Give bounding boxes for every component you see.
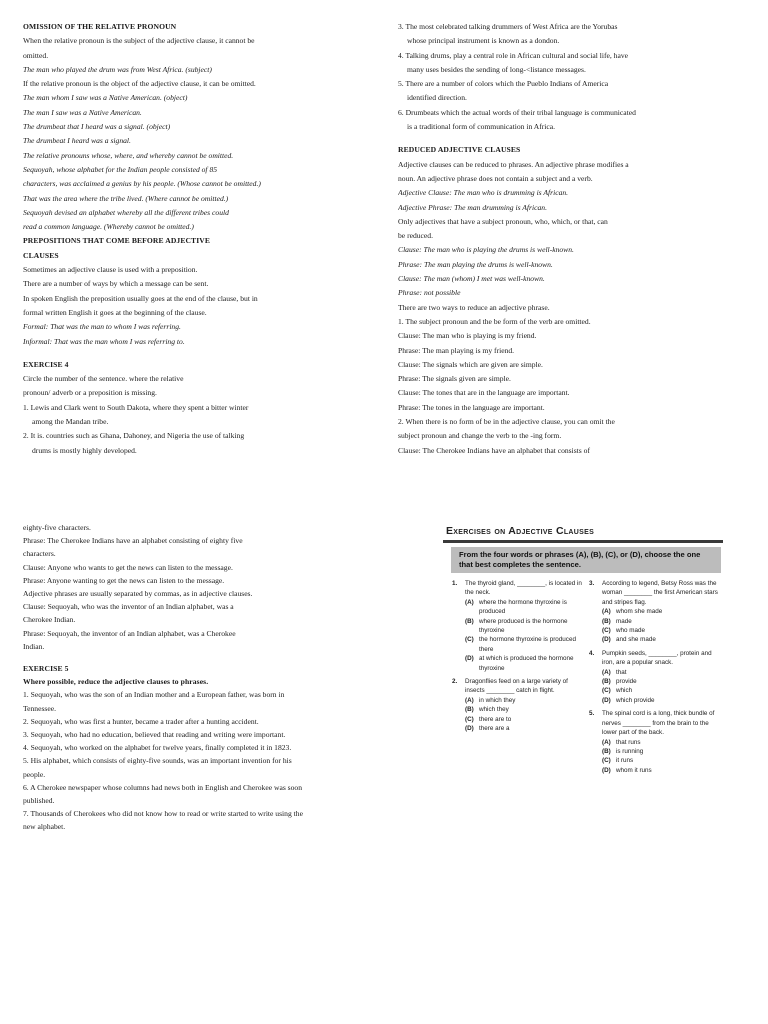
option-letter: (B) — [602, 678, 611, 686]
text-line: new alphabet. — [23, 822, 66, 832]
text-line: be reduced. — [398, 231, 433, 241]
option-letter: (C) — [602, 627, 611, 635]
text-line: Cherokee Indian. — [23, 615, 76, 625]
question-stem: Pumpkin seeds, ________, protein and iron, are a popular snack. — [602, 649, 712, 667]
text-line: whose principal instrument is known as a dondon. — [407, 36, 560, 46]
answer-option — [602, 747, 720, 756]
text-line: Phrase: The man playing is my friend. — [398, 345, 515, 355]
option-letter: (A) — [602, 668, 611, 676]
text-line: 1. The subject pronoun and the be form of the verb are omitted. — [398, 316, 591, 326]
option-letter: (D) — [465, 725, 474, 733]
heading-line: PREPOSITIONS THAT COME BEFORE ADJECTIVE — [23, 236, 211, 246]
heading-line: Where possible, reduce the adjective clauses to phrases. — [23, 677, 209, 687]
text-line: pronoun/ adverb or a preposition is missing. — [23, 388, 157, 398]
question — [451, 677, 583, 733]
option-text: in which they — [479, 696, 516, 704]
answer-option — [602, 766, 720, 775]
option-text: that — [616, 668, 627, 676]
answer-option — [465, 654, 583, 673]
option-letter: (A) — [465, 598, 474, 606]
heading-line: EXERCISE 4 — [23, 359, 69, 369]
text-line: The drumbeat I heard was a signal. — [23, 136, 131, 146]
question-number: 2. — [452, 678, 458, 686]
text-line: The relative pronouns whose, where, and whereby cannot be omitted. — [23, 150, 234, 160]
answer-option — [602, 738, 720, 747]
text-line: published. — [23, 796, 55, 806]
option-text: which they — [479, 706, 509, 714]
answer-option — [465, 617, 583, 636]
option-letter: (B) — [465, 617, 474, 625]
question — [451, 579, 583, 673]
text-line — [23, 349, 378, 358]
option-text: where produced is the hormone thyroxine — [479, 617, 568, 635]
text-line: characters, was acclaimed a genius by his people. (Whose cannot be omitted.) — [23, 179, 261, 189]
answer-option — [602, 617, 720, 626]
question — [588, 579, 720, 645]
text-line: Clause: The signals which are given are simple. — [398, 359, 543, 369]
text-line: 5. His alphabet, which consists of eighty-five sounds, was an important invention for his — [23, 756, 292, 766]
option-letter: (D) — [465, 655, 474, 663]
question-stem: The thyroid gland, ________, is located in the neck. — [465, 580, 582, 597]
text-line: Formal: That was the man to whom I was referring. — [23, 322, 181, 332]
text-line: Clause: The man who is playing the drums is well-known. — [398, 245, 574, 255]
text-line: 2. When there is no form of be in the adjective clause, you can omit the — [398, 417, 615, 427]
top-left-column — [23, 20, 378, 458]
text-line: 4. Talking drums, play a central role in African cultural and social life, have — [398, 50, 629, 60]
top-right-column — [398, 20, 748, 458]
option-text: whom it runs — [616, 766, 652, 774]
answer-option — [602, 635, 720, 644]
answer-option — [465, 724, 583, 733]
option-text: where the hormone thyroxine is produced — [479, 598, 567, 616]
option-text: it runs — [616, 757, 634, 765]
text-line: That was the area where the tribe lived. (Where cannot be omitted.) — [23, 193, 229, 203]
answer-option — [602, 696, 720, 705]
exercises-title: Exercises on Adjective Clauses — [446, 525, 595, 537]
text-line: eighty-five characters. — [23, 523, 91, 532]
text-line: Clause: Anyone who wants to get the news can listen to the message. — [23, 562, 233, 572]
text-line: omitted. — [23, 50, 49, 60]
text-line: Informal: That was the man whom I was referring to. — [23, 336, 185, 346]
option-text: and she made — [616, 636, 656, 644]
text-line: 7. Thousands of Cherokees who did not know how to read or write started to write using the — [23, 809, 303, 819]
text-line: In spoken English the preposition usually goes at the end of the clause, but in — [23, 293, 258, 303]
text-line: Circle the number of the sentence. where the relative — [23, 374, 184, 384]
question-stem: Dragonflies feed on a large variety of insects ________ catch in flight. — [465, 678, 568, 695]
text-line: 4. Sequoyah, who worked on the alphabet for twelve years, finally completed it in 1823. — [23, 743, 292, 753]
answer-option — [465, 598, 583, 617]
question-stem: According to legend, Betsy Ross was the woman ________ the first American stars and stripes flag. — [602, 580, 718, 606]
text-line: Clause: The Cherokee Indians have an alphabet that consists of — [398, 445, 590, 455]
text-line: Phrase: The tones in the language are important. — [398, 402, 545, 412]
bottom-left-column — [23, 521, 363, 834]
option-letter: (A) — [465, 696, 474, 704]
answer-option — [602, 607, 720, 616]
option-text: the hormone thyroxine is produced there — [479, 636, 576, 653]
option-text: provide — [616, 678, 637, 686]
text-line: noun. An adjective phrase does not contain a subject and a verb. — [398, 173, 593, 183]
text-line: Phrase: The Cherokee Indians have an alphabet consisting of eighty five — [23, 536, 243, 546]
text-line: 2. Sequoyah, who was first a hunter, became a trader after a hunting accident. — [23, 716, 259, 726]
text-line: 1. Sequoyah, who was the son of an Indian mother and a European father, was born in — [23, 690, 285, 700]
answer-option — [602, 668, 720, 677]
text-line: read a common language. (Whereby cannot be omitted.) — [23, 222, 194, 232]
answer-option — [602, 686, 720, 695]
text-line: There are a number of ways by which a message can be sent. — [23, 279, 209, 289]
text-line: Sequoyah, whose alphabet for the Indian people consisted of 85 — [23, 164, 218, 174]
text-line: 6. A Cherokee newspaper whose columns had news both in English and Cherokee was soon — [23, 782, 303, 792]
text-line: 5. There are a number of colors which the Pueblo Indians of America — [398, 79, 609, 89]
text-line: The man who played the drum was from West Africa. (subject) — [23, 64, 212, 74]
option-letter: (A) — [602, 738, 611, 746]
text-line: 6. Drumbeats which the actual words of their tribal language is communicated — [398, 107, 636, 117]
exercises-instruction: From the four words or phrases (A), (B), (C), or (D), choose the one that best completes the sentence. — [451, 547, 721, 573]
option-letter: (C) — [602, 757, 611, 765]
text-line: Sometimes an adjective clause is used with a preposition. — [23, 265, 198, 275]
text-line — [398, 134, 748, 143]
text-line: many uses besides the sending of long-<listance messages. — [407, 64, 586, 74]
option-letter: (B) — [602, 617, 611, 625]
answer-option — [602, 677, 720, 686]
text-line: 3. Sequoyah, who had no education, believed that reading and writing were important. — [23, 730, 286, 740]
option-letter: (A) — [602, 608, 611, 616]
option-text: at which is produced the hormone thyroxine — [479, 655, 574, 672]
question-column-left — [451, 579, 583, 738]
answer-option — [465, 715, 583, 724]
text-line: Tennessee. — [23, 703, 56, 713]
answer-option — [465, 635, 583, 654]
text-line: Adjective Phrase: The man drumming is African. — [398, 202, 547, 212]
option-letter: (D) — [602, 766, 611, 774]
option-text: that runs — [616, 738, 641, 746]
text-line: 1. Lewis and Clark went to South Dakota, where they spent a bitter winter — [23, 402, 249, 412]
question-number: 5. — [589, 710, 595, 718]
text-line: Adjective phrases are usually separated by commas, as in adjective clauses. — [23, 589, 253, 599]
question-column-right — [588, 579, 720, 779]
option-letter: (C) — [465, 715, 474, 723]
answer-option — [465, 696, 583, 705]
option-text: made — [616, 617, 632, 625]
text-line: There are two ways to reduce an adjective phrase. — [398, 302, 550, 312]
heading-line: EXERCISE 5 — [23, 664, 69, 674]
title-rule — [443, 540, 723, 543]
text-line: subject pronoun and change the verb to the -ing form. — [398, 431, 562, 441]
text-line: When the relative pronoun is the subject of the adjective clause, it cannot be — [23, 36, 255, 46]
text-line: characters. — [23, 549, 56, 559]
heading-line: OMISSION OF THE RELATIVE PRONOUN — [23, 22, 177, 31]
answer-option — [465, 705, 583, 714]
text-line: formal written English it goes at the beginning of the clause. — [23, 307, 207, 317]
text-line: 2. It is. countries such as Ghana, Dahoney, and Nigeria the use of talking — [23, 431, 245, 441]
question-number: 4. — [589, 649, 595, 657]
text-line: Clause: The tones that are in the language are important. — [398, 388, 570, 398]
text-line: Clause: The man who is playing is my friend. — [398, 331, 537, 341]
text-line: The drumbeat that I heard was a signal. (object) — [23, 122, 171, 132]
text-line: Adjective clauses can be reduced to phrases. An adjective phrase modifies a — [398, 159, 629, 169]
text-line: Clause: The man (whom) I met was well-known. — [398, 274, 545, 284]
question-number: 1. — [452, 580, 458, 587]
option-text: whom she made — [616, 608, 663, 616]
option-letter: (D) — [602, 696, 611, 704]
exercises-box — [443, 519, 723, 839]
question — [588, 709, 720, 775]
text-line: 3. The most celebrated talking drummers of West Africa are the Yorubas — [398, 22, 618, 31]
option-letter: (C) — [602, 687, 611, 695]
text-line: Only adjectives that have a subject pronoun, who, which, or that, can — [398, 216, 608, 226]
text-line: Phrase: Anyone wanting to get the news can listen to the message. — [23, 575, 225, 585]
answer-option — [602, 756, 720, 765]
option-letter: (B) — [602, 747, 611, 755]
answer-option — [602, 626, 720, 635]
heading-line: CLAUSES — [23, 250, 59, 260]
text-line: identified direction. — [407, 93, 467, 103]
text-line: If the relative pronoun is the object of the adjective clause, it can be omitted. — [23, 79, 256, 89]
text-line: Phrase: Sequoyah, the inventor of an Indian alphabet, was a Cherokee — [23, 628, 236, 638]
text-line: is a traditional form of communication in Africa. — [407, 122, 556, 132]
text-line: The man whom I saw was a Native American. (object) — [23, 93, 188, 103]
text-line: drums is mostly highly developed. — [32, 445, 137, 455]
heading-line: REDUCED ADJECTIVE CLAUSES — [398, 145, 521, 155]
text-line: Clause: Sequoyah, who was the inventor of an Indian alphabet, was a — [23, 602, 234, 612]
option-letter: (C) — [465, 636, 474, 644]
question — [588, 649, 720, 705]
text-line: Sequoyah devised an alphabet whereby all the different tribes could — [23, 207, 229, 217]
text-line: among the Mandan tribe. — [32, 417, 109, 427]
option-letter: (D) — [602, 636, 611, 644]
text-line: The man I saw was a Native American. — [23, 107, 142, 117]
text-line: Phrase: The man playing the drums is well-known. — [398, 259, 553, 269]
option-text: there are to — [479, 715, 512, 723]
text-line: Phrase: The signals given are simple. — [398, 374, 511, 384]
option-text: which — [616, 687, 633, 695]
text-line: Adjective Clause: The man who is drumming is African. — [398, 188, 569, 198]
question-stem: The spinal cord is a long, thick bundle of nerves ________ from the brain to the lower part of the back. — [602, 710, 715, 737]
question-number: 3. — [589, 580, 595, 587]
text-line: people. — [23, 769, 46, 779]
text-line: Phrase: not possible — [398, 288, 461, 298]
option-text: which provide — [616, 696, 655, 704]
option-letter: (B) — [465, 706, 474, 714]
option-text: is running — [616, 747, 644, 755]
text-line: Indian. — [23, 641, 45, 651]
text-line — [23, 653, 363, 662]
option-text: who made — [616, 627, 646, 635]
option-text: there are a — [479, 725, 510, 733]
